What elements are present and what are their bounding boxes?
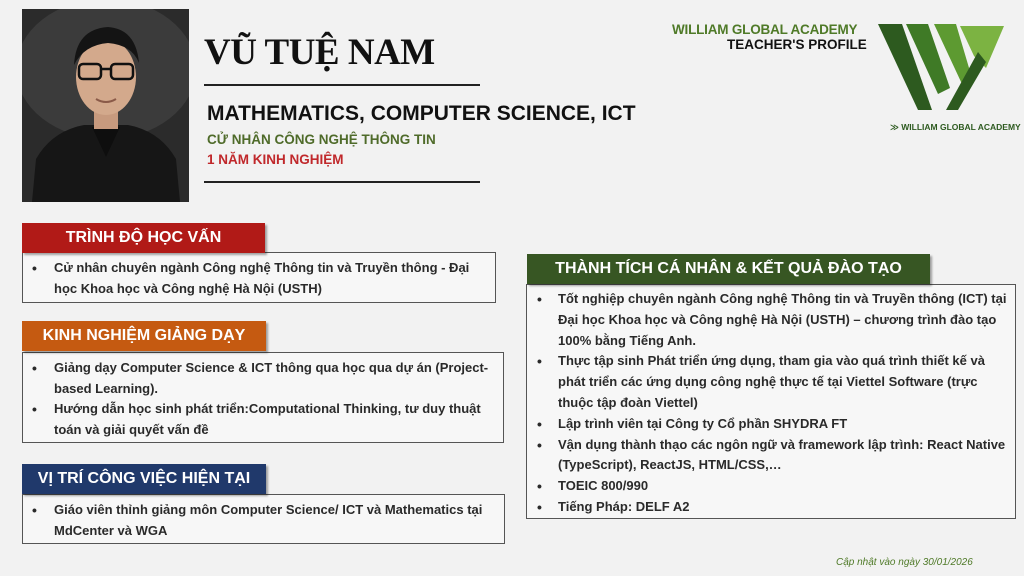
list-item: • Hướng dẫn học sinh phát triển:Computational Thinking, tư duy thuật toán và giải quyết vấn đề: [23, 399, 495, 440]
divider-top: [204, 84, 480, 86]
teacher-name: VŨ TUỆ NAM: [204, 32, 435, 73]
education-box: [22, 252, 496, 303]
achievements-box: [526, 284, 1016, 519]
list-item: • Giáo viên thỉnh giảng môn Computer Science/ ICT và Mathematics tại MdCenter và WGA: [23, 500, 496, 541]
teacher-photo: [22, 9, 189, 202]
teaching-subjects: MATHEMATICS, COMPUTER SCIENCE, ICT: [207, 102, 636, 125]
current-job-header: VỊ TRÍ CÔNG VIỆC HIỆN TẠI: [22, 464, 266, 494]
list-item: • Giảng dạy Computer Science & ICT thông qua học qua dự án (Project-based Learning).: [23, 358, 495, 399]
list-item: • Lập trình viên tại Công ty Cổ phần SHYDRA FT: [527, 414, 1009, 435]
updated-date: Cập nhật vào ngày 30/01/2026: [836, 557, 973, 568]
teaching-box: [22, 352, 504, 443]
achievements-header: THÀNH TÍCH CÁ NHÂN & KẾT QUẢ ĐÀO TẠO: [527, 254, 930, 284]
profile-type: TEACHER'S PROFILE: [727, 37, 867, 52]
academy-logo-icon: [876, 22, 1006, 117]
teaching-header: KINH NGHIỆM GIẢNG DẠY: [22, 321, 266, 351]
list-item: • Cử nhân chuyên ngành Công nghệ Thông tin và Truyền thông - Đại học Khoa học và Công nghệ Hà Nội (USTH): [23, 258, 487, 299]
divider-bottom: [204, 181, 480, 183]
list-item: • Thực tập sinh Phát triển ứng dụng, tham gia vào quá trình thiết kế và phát triển các ứng dụng công nghệ thực tế tại Viettel Software (trực thuộc tập đoàn Viettel): [527, 351, 1009, 413]
academy-name: WILLIAM GLOBAL ACADEMY: [672, 22, 858, 37]
education-header: TRÌNH ĐỘ HỌC VẤN: [22, 223, 265, 253]
list-item: • Tốt nghiệp chuyên ngành Công nghệ Thông tin và Truyền thông (ICT) tại Đại học Khoa học và Công nghệ Hà Nội (USTH) – chương trình đào tạo 100% bằng Tiếng Anh.: [527, 289, 1009, 351]
list-item: • Vận dụng thành thạo các ngôn ngữ và framework lập trình: React Native (TypeScript), ReactJS, HTML/CSS,…: [527, 435, 1009, 477]
current-job-box: [22, 494, 505, 544]
logo-caption: ≫ WILLIAM GLOBAL ACADEMY: [890, 122, 1021, 132]
experience-years: 1 NĂM KINH NGHIỆM: [207, 152, 344, 167]
degree-text: CỬ NHÂN CÔNG NGHỆ THÔNG TIN: [207, 132, 436, 147]
list-item: • TOEIC 800/990: [527, 476, 1009, 497]
list-item: • Tiếng Pháp: DELF A2: [527, 497, 1009, 518]
